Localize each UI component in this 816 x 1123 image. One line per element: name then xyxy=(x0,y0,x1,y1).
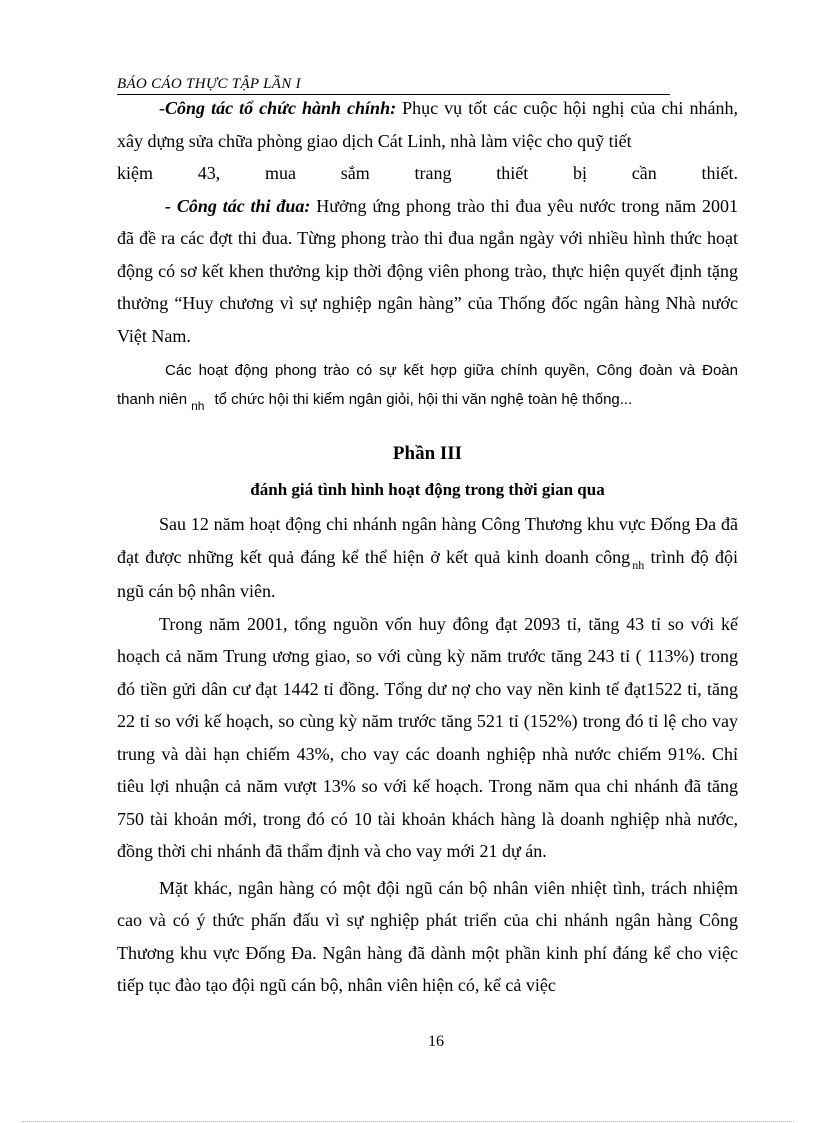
document-header: BÁO CÁO THỰC TẬP LẦN I xyxy=(117,75,670,95)
paragraph-emulation xyxy=(117,190,738,353)
emulation-label: - Công tác thi đua: xyxy=(165,195,311,216)
section-title: Phần III xyxy=(392,443,463,464)
movements-text-a: Các hoạt động phong trào có sự kết hợp giữa chính quyền, Công đoàn và Đoàn thanh niên xyxy=(117,362,738,408)
movements-subscript: nh xyxy=(191,399,205,413)
page-number: 16 xyxy=(428,1033,444,1050)
paragraph-achievements xyxy=(117,508,738,608)
page-body xyxy=(117,92,738,1002)
achievements-subscript: nh xyxy=(632,557,645,572)
paragraph-movements xyxy=(117,356,738,415)
page-bottom-divider xyxy=(22,1121,794,1122)
paragraph-administration: -Công tác tổ chức hành chính: Phục vụ tốt các cuộc hội nghị của chi nhánh, xây dựng sửa chữa phòng giao dịch Cát Linh, nhà làm việc cho quỹ tiết xyxy=(117,98,738,151)
achievements-text-a: Sau 12 năm hoạt động chi nhánh ngân hàng Công Thương khu vực Đống Đa đã đạt được những kết quả đáng kể thể hiện ở kết quả kinh doanh công xyxy=(117,514,738,567)
paragraph-staff: Mặt khác, ngân hàng có một đội ngũ cán bộ nhân viên nhiệt tình, trách nhiệm cao và có ý thức phấn đấu vì sự nghiệp phát triển của chi nhánh ngân hàng Công Thương khu vực Đống Đa. Ngân hàng đã dành một phần kinh phí đáng kể cho việc tiếp tục đào tạo đội ngũ cán bộ, nhân viên hiện có, kể cả việc xyxy=(117,877,738,995)
paragraph-administration-end: kiệm 43, mua sắm trang thiết bị cần thiết. xyxy=(117,163,738,183)
administration-text: Phục vụ tốt các cuộc hội nghị của chi nhánh, xây dựng sửa chữa phòng giao dịch Cát Linh, nhà làm việc cho quỹ tiết xyxy=(117,98,738,151)
section-subtitle: đánh giá tình hình hoạt động trong thời gian qua xyxy=(250,480,605,499)
paragraph-results-2001: Trong năm 2001, tổng nguồn vốn huy đông đạt 2093 tỉ, tăng 43 tỉ so với kế hoạch cả năm Trung ương giao, so với cùng kỳ năm trước tăng 243 tỉ ( 113%) trong đó tiền gửi dân cư đạt 1442 tỉ đồng. Tổng dư nợ cho vay nền kinh tế đạt1522 tỉ, tăng 22 tỉ so với kế hoạch, so cùng kỳ năm trước tăng 521 tỉ (152%) trong đó tỉ lệ cho vay trung và dài hạn chiếm 43%, cho vay các doanh nghiệp nhà nước chiếm 91%. Chỉ tiêu lợi nhuận cả năm vượt 13% so với kế hoạch. Trong năm qua chi nhánh đã tăng 750 tài khoản mới, trong đó có 10 tài khoản khách hàng là doanh nghiệp nhà nước, đồng thời chi nhánh đã thẩm định và cho vay mới 21 dự án. xyxy=(117,613,738,861)
emulation-text: Hưởng ứng phong trào thi đua yêu nước trong năm 2001 đã đề ra các đợt thi đua. Từng phong trào thi đua ngắn ngày với nhiều hình thức hoạt động có sơ kết khen thưởng kịp thời động viên phong trào, thực hiện quyết định tặng thưởng “Huy chương vì sự nghiệp ngân hàng” của Thống đốc ngân hàng Nhà nước Việt Nam. xyxy=(117,195,738,346)
administration-label: Công tác tổ chức hành chính: xyxy=(165,98,397,118)
achievements-text-b: trình độ đội ngũ cán bộ nhân viên. xyxy=(117,546,739,601)
movements-text-b: tổ chức hội thi kiểm ngân giỏi, hội thi văn nghệ toàn hệ thống... xyxy=(214,391,633,408)
